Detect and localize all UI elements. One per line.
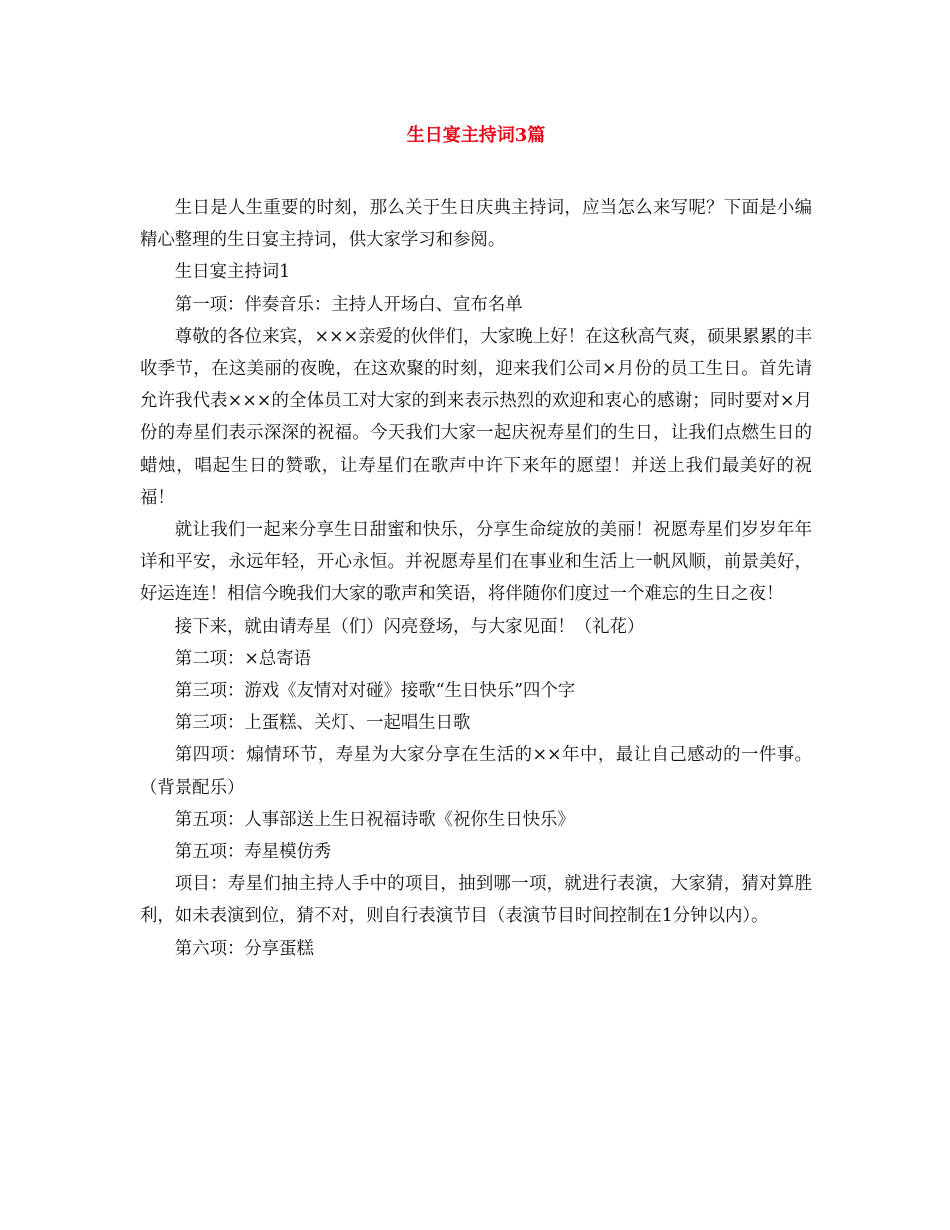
document-body <box>140 192 812 965</box>
paragraph-item-5a: 第五项：人事部送上生日祝福诗歌《祝你生日快乐》 <box>174 809 575 830</box>
paragraph-welcome: 尊敬的各位来宾，×××亲爱的伙伴们，大家晚上好！在这秋高气爽，硕果累累的丰收季节，在这美丽的夜晚，在这欢聚的时刻，迎来我们公司×月份的员工生日。首先请允许我代表×××的全体员工对大家的到来表示热烈的欢迎和衷心的感谢；同时要对×月份的寿星们表示深深的祝福。今天我们大家一起庆祝寿星们的生日，让我们点燃生日的蜡烛，唱起生日的赞歌，让寿星们在歌声中许下来年的愿望！并送上我们最美好的祝福！ <box>140 326 812 508</box>
paragraph-intro: 生日是人生重要的时刻，那么关于生日庆典主持词，应当怎么来写呢？下面是小编精心整理的生日宴主持词，供大家学习和参阅。 <box>140 198 812 251</box>
document-title: 生日宴主持词3篇 <box>406 125 546 146</box>
paragraph-entrance: 接下来，就由请寿星（们）闪亮登场，与大家见面！（礼花） <box>174 616 645 637</box>
paragraph-item-3a: 第三项：游戏《友情对对碰》接歌“生日快乐”四个字 <box>174 681 576 702</box>
paragraph-item-5b: 第五项：寿星模仿秀 <box>174 842 332 863</box>
paragraph-item-1: 第一项：伴奏音乐：主持人开场白、宣布名单 <box>174 294 523 315</box>
section-heading-1: 生日宴主持词1 <box>174 262 291 283</box>
paragraph-item-3b: 第三项：上蛋糕、关灯、一起唱生日歌 <box>174 713 471 734</box>
paragraph-blessing: 就让我们一起来分享生日甜蜜和快乐，分享生命绽放的美丽！祝愿寿星们岁岁年年详和平安，永远年轻，开心永恒。并祝愿寿星们在事业和生活上一帆风顺，前景美好，好运连连！相信今晚我们大家的歌声和笑语，将伴随你们度过一个难忘的生日之夜！ <box>140 520 812 605</box>
paragraph-item-4: 第四项：煽情环节，寿星为大家分享在生活的××年中，最让自己感动的一件事。（背景配乐） <box>140 745 812 798</box>
paragraph-project: 项目：寿星们抽主持人手中的项目，抽到哪一项，就进行表演，大家猜，猜对算胜利，如未表演到位，猜不对，则自行表演节目（表演节目时间控制在1分钟以内）。 <box>140 874 812 927</box>
paragraph-item-6: 第六项：分享蛋糕 <box>174 938 314 959</box>
paragraph-item-2: 第二项：×总寄语 <box>174 648 312 669</box>
